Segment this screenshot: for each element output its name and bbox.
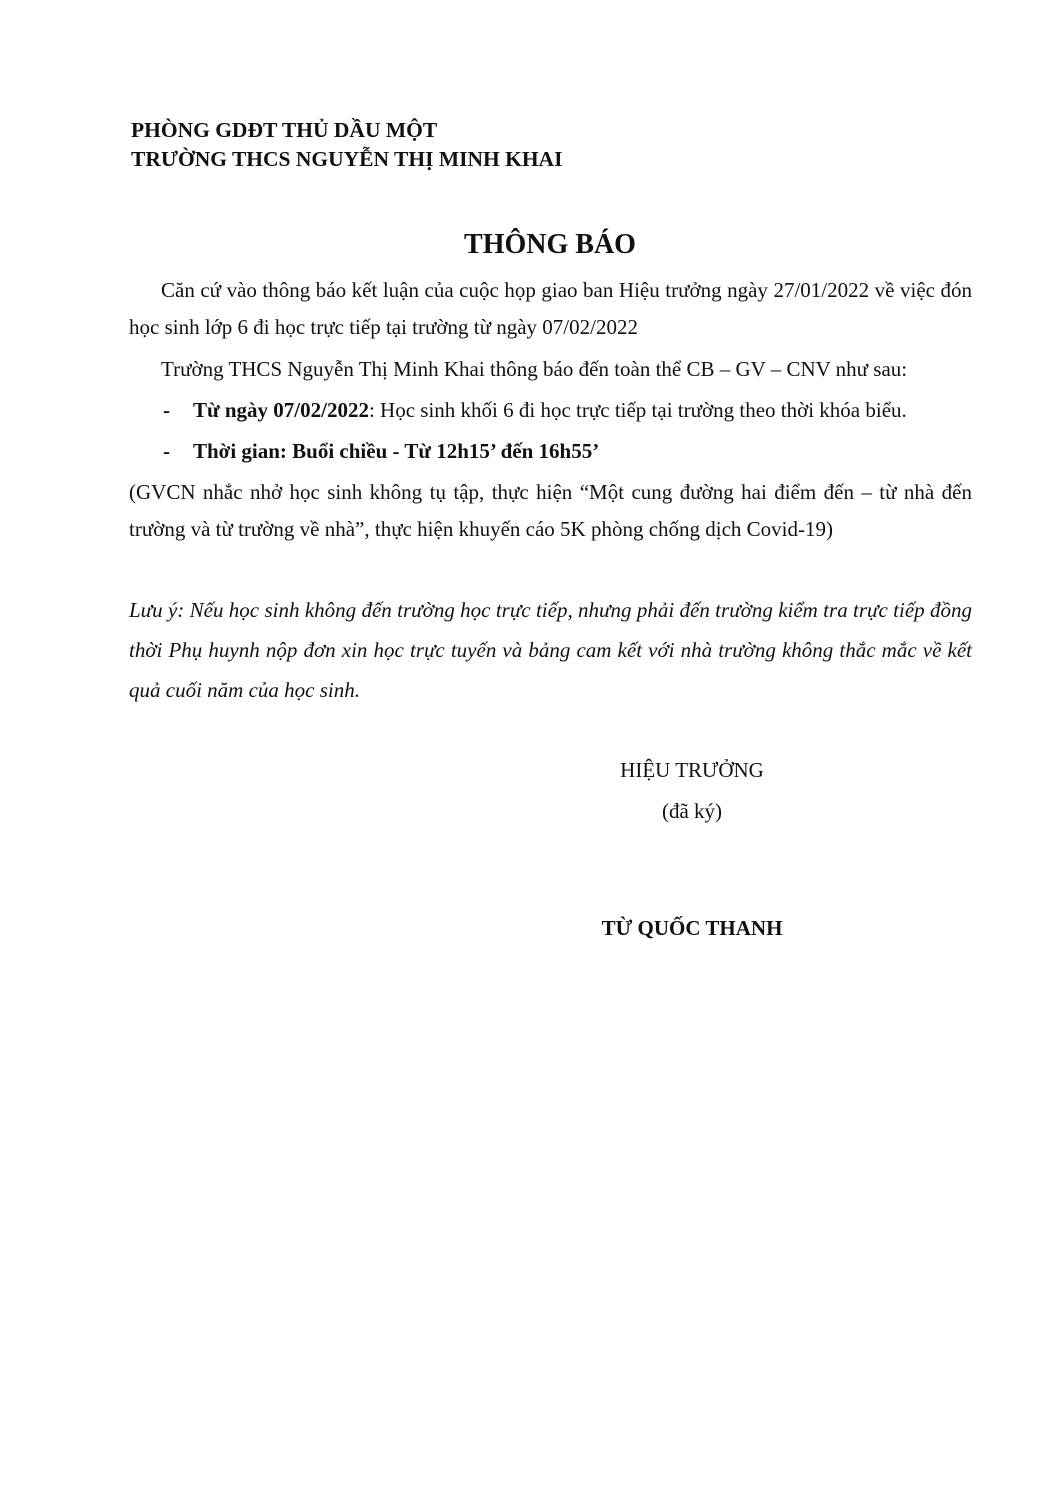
school-name: TRƯỜNG THCS NGUYỄN THỊ MINH KHAI — [131, 147, 563, 171]
bullet-dash: - — [163, 439, 170, 463]
bullet-dash: - — [163, 398, 170, 422]
bullet-text: : Học sinh khối 6 đi học trực tiếp tại trường theo thời khóa biểu. — [368, 398, 907, 422]
signature-note: (đã ký) — [661, 799, 723, 823]
signature-name: TỪ QUỐC THANH — [601, 916, 783, 940]
paragraph-reminder: (GVCN nhắc nhở học sinh không tụ tập, thực hiện “Một cung đường hai điểm đến – từ nhà đến trường và từ trường về nhà”, thực hiện khuyến cáo 5K phòng chống dịch Covid-19) — [129, 480, 972, 541]
document-header — [131, 116, 562, 174]
paragraph-basis: Căn cứ vào thông báo kết luận của cuộc họp giao ban Hiệu trưởng ngày 27/01/2022 về việc đón học sinh lớp 6 đi học trực tiếp tại trường từ ngày 07/02/2022 — [129, 278, 972, 339]
bullet-item — [163, 392, 907, 429]
bullet-label: Từ ngày 07/02/2022 — [193, 398, 369, 422]
note-paragraph: Lưu ý: Nếu học sinh không đến trường học trực tiếp, nhưng phải đến trường kiểm tra trực tiếp đồng thời Phụ huynh nộp đơn xin học trực tuyến và bảng cam kết với nhà trường không thắc mắc về kết quả cuối năm của học sinh. — [129, 598, 972, 702]
department-name: PHÒNG GDĐT THỦ DẦU MỘT — [131, 118, 438, 142]
signature-title: HIỆU TRƯỞNG — [620, 758, 764, 782]
bullet-label: Thời gian: Buổi chiều - Từ 12h15’ đến 16h55’ — [193, 439, 600, 463]
document-title: THÔNG BÁO — [464, 229, 636, 260]
paragraph-announcement: Trường THCS Nguyễn Thị Minh Khai thông báo đến toàn thể CB – GV – CNV như sau: — [161, 357, 908, 381]
bullet-item — [163, 433, 599, 470]
